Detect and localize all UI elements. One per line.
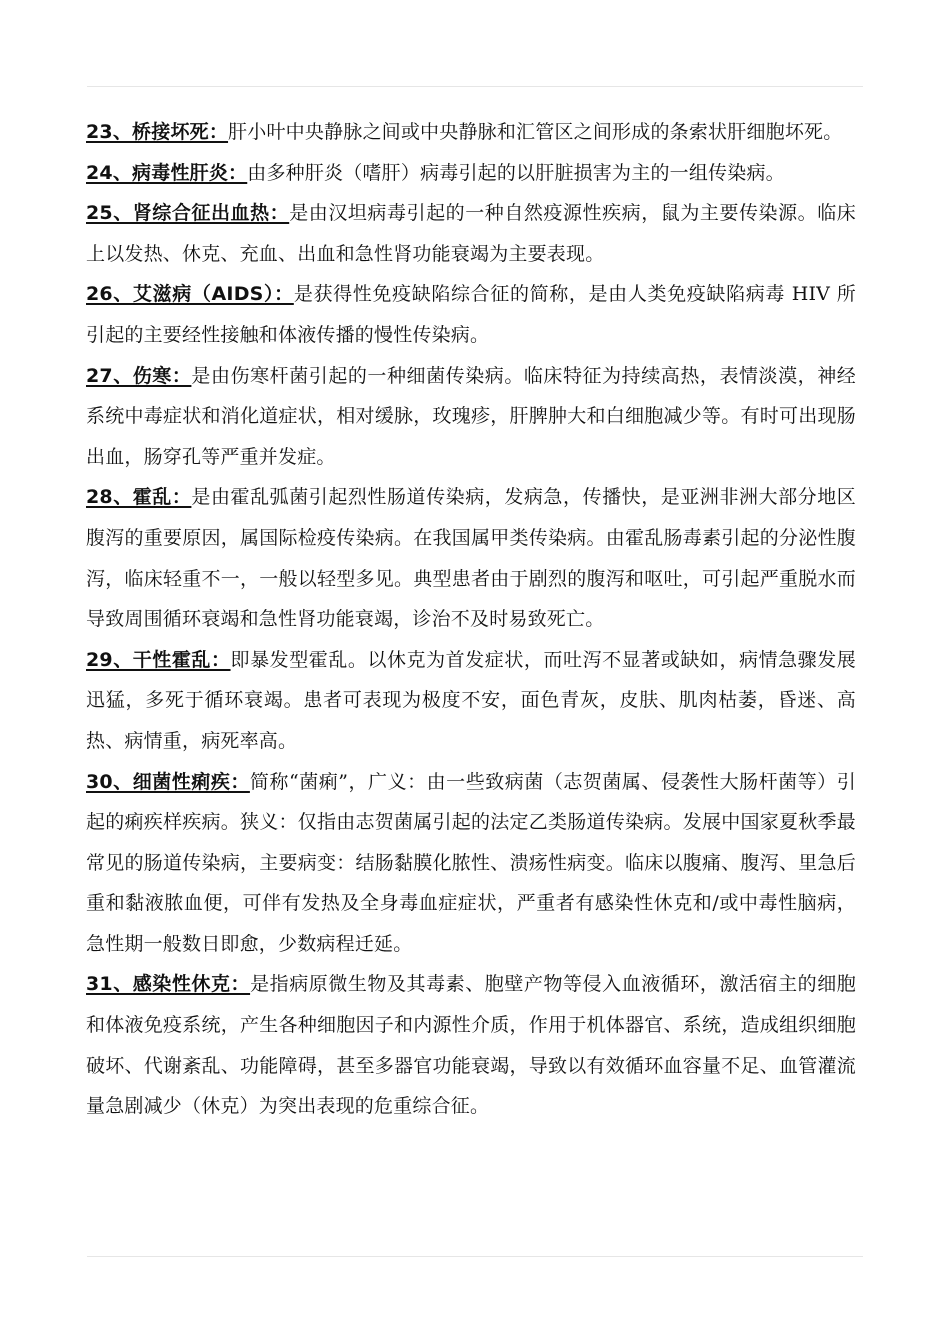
term-29: 29、干性霍乱：	[86, 648, 231, 671]
term-25: 25、肾综合征出血热：	[86, 202, 290, 225]
entry-26	[86, 274, 856, 355]
definition-29: 即暴发型霍乱。以休克为首发症状，而吐泻不显著或缺如，病情急骤发展迅猛，多死于循环衰竭。患者可表现为极度不安，面色青灰，皮肤、肌肉枯萎，昏迷、高热、病情重，病死率高。	[86, 648, 857, 752]
definition-31: 是指病原微生物及其毒素、胞壁产物等侵入血液循环，激活宿主的细胞和体液免疫系统，产生各种细胞因子和内源性介质，作用于机体器官、系统，造成组织细胞破坏、代谢紊乱、功能障碍，甚至多器官功能衰竭，导致以有效循环血容量不足、血管灌流量急剧减少（休克）为突出表现的危重综合征。	[86, 973, 856, 1118]
entry-31	[86, 964, 856, 1126]
glossary-content	[86, 112, 856, 1127]
definition-24: 由多种肝炎（嗜肝）病毒引起的以肝脏损害为主的一组传染病。	[247, 161, 785, 184]
term-28: 28、霍乱：	[86, 486, 192, 509]
term-23: 23、桥接坏死：	[86, 121, 229, 143]
definition-27: 是由伤寒杆菌引起的一种细菌传染病。临床特征为持续高热，表情淡漠，神经系统中毒症状和消化道症状，相对缓脉，玫瑰疹，肝脾肿大和白细胞减少等。有时可出现肠出血，肠穿孔等严重并发症。	[86, 364, 856, 468]
definition-23: 肝小叶中央静脉之间或中央静脉和汇管区之间形成的条索状肝细胞坏死。	[228, 121, 843, 143]
definition-28: 是由霍乱弧菌引起烈性肠道传染病，发病急，传播快，是亚洲非洲大部分地区腹泻的重要原因，属国际检疫传染病。在我国属甲类传染病。由霍乱肠毒素引起的分泌性腹泻，临床轻重不一，一般以轻型多见。典型患者由于剧烈的腹泻和呕吐，可引起严重脱水而导致周围循环衰竭和急性肾功能衰竭，诊治不及时易致死亡。	[86, 486, 856, 631]
term-24: 24、病毒性肝炎：	[86, 161, 248, 184]
entry-23	[86, 112, 856, 153]
entry-29	[86, 640, 856, 762]
definition-30: 简称“菌痢”，广义：由一些致病菌（志贺菌属、侵袭性大肠杆菌等）引起的痢疾样疾病。狭义：仅指由志贺菌属引起的法定乙类肠道传染病。发展中国家夏秋季最常见的肠道传染病，主要病变：结肠黏膜化脓性、溃疡性病变。临床以腹痛、腹泻、里急后重和黏液脓血便，可伴有发热及全身毒血症症状，严重者有感染性休克和/或中毒性脑病，急性期一般数日即愈，少数病程迁延。	[86, 770, 856, 955]
entry-30	[86, 762, 856, 965]
footer-rule	[87, 1256, 863, 1257]
term-31: 31、感染性休克：	[86, 973, 251, 996]
term-30: 30、细菌性痢疾：	[86, 770, 250, 793]
entry-25	[86, 193, 856, 274]
entry-28	[86, 477, 856, 639]
entry-24	[86, 153, 856, 194]
term-26: 26、艾滋病（AIDS）：	[86, 283, 294, 306]
term-27: 27、伤寒：	[86, 364, 192, 387]
definition-25: 是由汉坦病毒引起的一种自然疫源性疾病，鼠为主要传染源。临床上以发热、休克、充血、出血和急性肾功能衰竭为主要表现。	[86, 202, 856, 265]
definition-26: 是获得性免疫缺陷综合征的简称，是由人类免疫缺陷病毒 HIV 所引起的主要经性接触和体液传播的慢性传染病。	[86, 283, 856, 346]
header-rule	[87, 86, 863, 87]
entry-27	[86, 356, 856, 478]
